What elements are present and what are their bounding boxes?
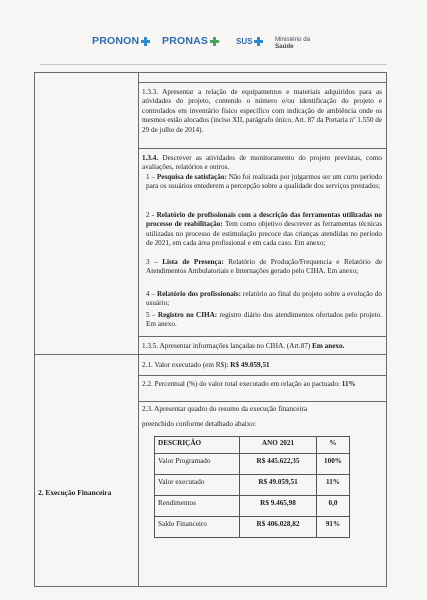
cell-percent: 100% — [317, 454, 350, 475]
pronas-logo — [162, 35, 219, 47]
pronon-logo — [92, 35, 150, 47]
list-item: 2 - Relatório de profissionais com a descrição das ferramentas utilizadas no processo de reabilitação: Tem como objetivo descrever as ferramentas técnicas utilizadas no processo de estimulação precoce das crianças atendidas no período de 2021, em cada área profissional e em cada caso. Em anexo; — [146, 211, 383, 248]
cell-value: R$ 49.059,51 — [240, 475, 317, 496]
list-item: 1 – Pesquisa de satisfação: Não foi realizada por julgarmos ser um curto período para os usuários entederem a percepção sobre a qualidade dos serviços prestados; — [146, 173, 383, 191]
item-3-text: Relatório de Produção/Frequencia e Relatório de Atendimentos Ambulatoriais e Internações gerado pelo CIHA. Em anexo; — [146, 258, 383, 276]
ministry-logo — [270, 36, 310, 50]
cell-desc: Saldo Financeiro — [155, 517, 240, 538]
sus-cross-icon — [254, 37, 263, 46]
cell-value: R$ 406.028,82 — [240, 517, 317, 538]
pronas-cross-icon — [210, 37, 219, 46]
table-bottom-border — [34, 586, 387, 587]
row-divider-22 — [138, 401, 387, 402]
section-1-3-5: 1.3.5. Apresentar informações lançadas no CIHA. (Art.87) Em anexo. — [142, 342, 345, 350]
item-4-text: relatório ao final do projeto sobre a evolução do usuário; — [146, 290, 382, 308]
section-2-1: 2.1. Valor executado (em R$): R$ 49.059,51 — [142, 361, 270, 369]
table-header-row — [155, 437, 350, 454]
section-2-2: 2.2. Percentual (%) do valor total executado em relação ao pactuado: 11% — [142, 380, 356, 388]
cell-value: R$ 445.622,35 — [240, 454, 317, 475]
item-4-title: Relatório dos profissionais: — [157, 290, 241, 298]
section-1-3-4-text: Descrever as atividades de monitoramento do projeto previstas, como avaliações, relatórios e outros. — [142, 154, 382, 172]
cell-value: R$ 9.465,98 — [240, 496, 317, 517]
section-1-3-4-intro — [142, 154, 382, 173]
pronas-wordmark: PRONAS — [162, 35, 209, 47]
pronon-wordmark: PRONON — [92, 35, 140, 47]
list-item: 3 – Lista de Presença: Relatório de Produção/Frequencia e Relatório de Atendimentos Ambulatoriais e Internações gerado pelo CIHA. Em anexo; — [146, 258, 383, 276]
header-logos — [0, 35, 427, 59]
header-percent: % — [317, 437, 350, 454]
item-5-title: Registro no CIHA: — [157, 311, 218, 319]
cell-percent: 11% — [317, 475, 350, 496]
item-2-text: Tem como objetivo descrever as ferramentas técnicas utilizadas no processo de estimulação precoce das crianças atendidas no período de 2021, em cada área profissional e em cada caso. Em anexo; — [146, 220, 383, 248]
row-divider-134 — [138, 336, 387, 337]
row-divider-top — [138, 82, 387, 83]
pronon-cross-icon — [141, 37, 150, 46]
table-row — [155, 496, 350, 517]
sus-logo — [236, 37, 263, 46]
header-ano: ANO 2021 — [240, 437, 317, 454]
table-row — [155, 454, 350, 475]
section-1-3-5-annex: Em anexo. — [312, 342, 345, 350]
item-1-text: Não foi realizada por julgarmos ser um curto período para os usuários entederem a percepção sobre a qualidade dos serviços prestados; — [146, 173, 383, 191]
cell-desc: Rendimentos — [155, 496, 240, 517]
row-divider-section — [34, 354, 387, 355]
table-row — [155, 475, 350, 496]
cell-desc: Valor executado — [155, 475, 240, 496]
item-1-title: Pesquisa de satisfação: — [156, 173, 227, 181]
header-divider — [40, 64, 387, 65]
table-top-border — [34, 72, 387, 73]
cell-desc: Valor Programado — [155, 454, 240, 475]
item-3-title: Lista de Presença: — [162, 258, 224, 266]
item-2-title: Relatório de profissionais com a descrição das ferramentas utilizadas no processo de reabilitação: — [146, 211, 382, 229]
row-divider-133 — [138, 148, 387, 149]
list-item: 5 – Registro no CIHA: registro diário dos atendimentos ofertados pelo projeto. Em anexo. — [146, 311, 383, 329]
section-2-3-line2: preenchido conforme detalhado abaixo: — [142, 420, 256, 428]
table-left-border — [34, 72, 35, 587]
sus-wordmark: SUS — [236, 37, 253, 46]
table-row — [155, 517, 350, 538]
ministry-line1: Ministério da — [275, 36, 311, 43]
item-5-text: registro diário dos atendimentos ofertados pelo projeto. Em anexo. — [146, 311, 383, 329]
column-divider — [138, 72, 139, 587]
section-2-3-line1: 2.3. Apresentar quadro do resumo da execução financeira — [142, 405, 308, 413]
list-item: 4 – Relatório dos profissionais: relatório ao final do projeto sobre a evolução do usuário; — [146, 290, 382, 308]
row-divider-21 — [138, 375, 387, 376]
percentual-executado: 11% — [341, 380, 356, 388]
section-1-3-3: 1.3.3. Apresentar a relação de equipamentos e materiais adquiridos para as atividades do projeto, contendo o número e/ou identificação do projeto e controlados em inventário físico específico com indicação de ambiência onde os mesmos estão alocados (inciso XII, parágrafo único, Art. 87 da Portaria nº 1.550 de 29 de julho de 2014). — [142, 88, 382, 134]
section-1-3-4-number: 1.3.4. — [142, 154, 159, 162]
ministry-line2: Saúde — [275, 43, 294, 50]
execucao-financeira-label: 2. Execução Financeira — [38, 488, 112, 497]
table-right-border — [386, 72, 387, 587]
header-descricao: DESCRIÇÃO — [155, 437, 240, 454]
finance-summary-table — [154, 436, 350, 538]
cell-percent: 0,0 — [317, 496, 350, 517]
valor-executado: R$ 49.059,51 — [230, 361, 270, 369]
cell-percent: 91% — [317, 517, 350, 538]
